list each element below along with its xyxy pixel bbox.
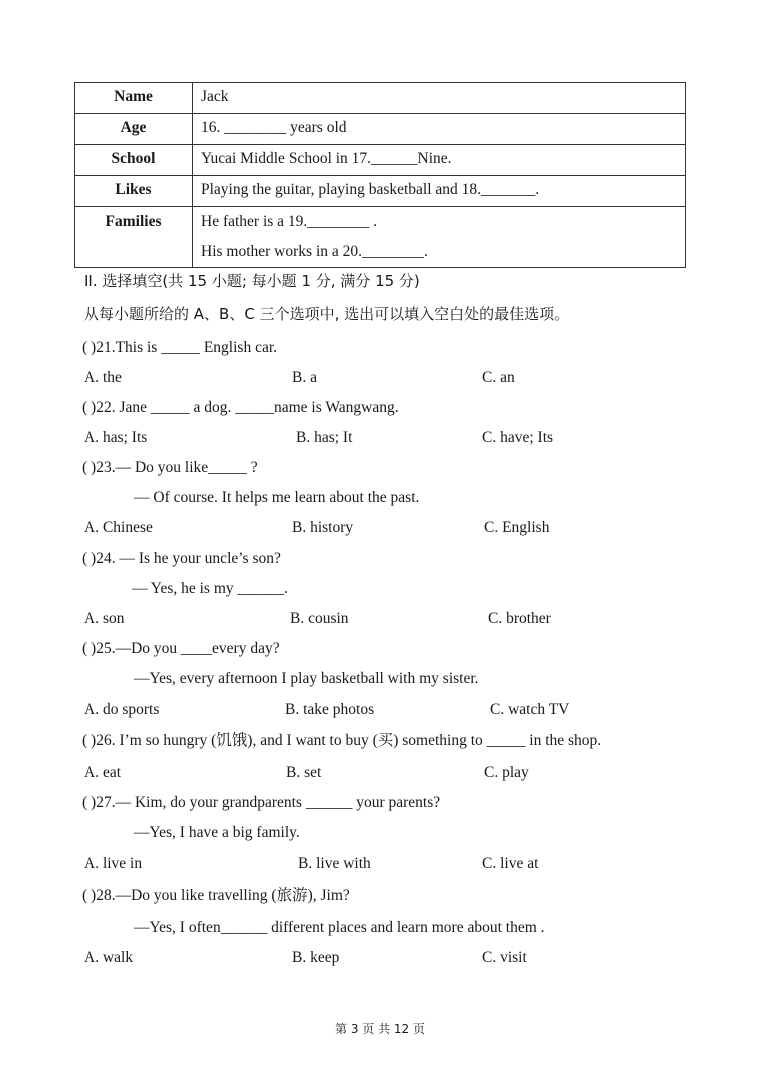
row-key: Families (75, 207, 193, 268)
option-a: A. Chinese (84, 519, 153, 536)
question-answer-line: —Yes, every afternoon I play basketball with my sister. (134, 670, 479, 687)
table-row (75, 145, 686, 176)
option-a: A. walk (84, 949, 134, 966)
option-a: A. eat (84, 764, 122, 781)
section-instruction: 从每小题所给的 A、B、C 三个选项中, 选出可以填入空白处的最佳选项。 (84, 305, 570, 323)
option-b: B. cousin (290, 610, 349, 627)
table-row (75, 114, 686, 145)
option-c: C. watch TV (490, 701, 570, 718)
option-b: B. keep (292, 949, 340, 966)
row-key: Likes (75, 176, 193, 207)
option-c: C. brother (488, 610, 551, 627)
option-c: C. have; Its (482, 429, 554, 446)
question-stem: ( )28.—Do you like travelling (旅游), Jim? (82, 887, 350, 904)
option-c: C. English (484, 519, 550, 536)
option-b: B. live with (298, 855, 371, 872)
question-stem: ( )25.—Do you ____every day? (82, 640, 280, 657)
row-key: Name (75, 83, 193, 114)
table-row (75, 176, 686, 207)
page-number: 第 3 页 共 12 页 (335, 1022, 425, 1036)
option-b: B. a (292, 369, 317, 386)
option-a: A. live in (84, 855, 143, 872)
option-a: A. do sports (84, 701, 160, 718)
section-heading: II. 选择填空(共 15 小题; 每小题 1 分, 满分 15 分) (84, 272, 420, 290)
question-stem: ( )21.This is _____ English car. (82, 339, 278, 356)
question-stem: ( )22. Jane _____ a dog. _____name is Wangwang. (82, 399, 399, 416)
table-row (75, 83, 686, 114)
row-key: School (75, 145, 193, 176)
option-b: B. take photos (285, 701, 375, 718)
option-a: A. son (84, 610, 125, 627)
row-value (193, 207, 686, 268)
row-value-line: His mother works in a 20.________. (201, 243, 428, 260)
option-c: C. visit (482, 949, 527, 966)
option-a: A. the (84, 369, 122, 386)
row-value: 16. ________ years old (193, 114, 686, 145)
question-answer-line: — Of course. It helps me learn about the past. (134, 489, 420, 506)
question-answer-line: —Yes, I have a big family. (134, 824, 300, 841)
info-table (74, 82, 686, 268)
question-answer-line: — Yes, he is my ______. (132, 580, 288, 597)
question-stem: ( )26. I’m so hungry (饥饿), and I want to buy (买) something to _____ in the shop. (82, 732, 602, 749)
question-stem: ( )27.— Kim, do your grandparents ______ your parents? (82, 794, 441, 811)
row-value: Jack (193, 83, 686, 114)
row-key: Age (75, 114, 193, 145)
option-a: A. has; Its (84, 429, 148, 446)
row-value: Yucai Middle School in 17.______Nine. (193, 145, 686, 176)
question-answer-line: —Yes, I often______ different places and learn more about them . (134, 919, 545, 936)
row-value: Playing the guitar, playing basketball and 18._______. (193, 176, 686, 207)
question-stem: ( )24. — Is he your uncle’s son? (82, 550, 281, 567)
option-b: B. history (292, 519, 354, 536)
option-c: C. an (482, 369, 515, 386)
option-b: B. has; It (296, 429, 353, 446)
option-c: C. play (484, 764, 529, 781)
question-stem: ( )23.— Do you like_____ ? (82, 459, 258, 476)
option-b: B. set (286, 764, 322, 781)
option-c: C. live at (482, 855, 539, 872)
row-value-line: He father is a 19.________ . (201, 213, 378, 230)
table-row (75, 207, 686, 268)
